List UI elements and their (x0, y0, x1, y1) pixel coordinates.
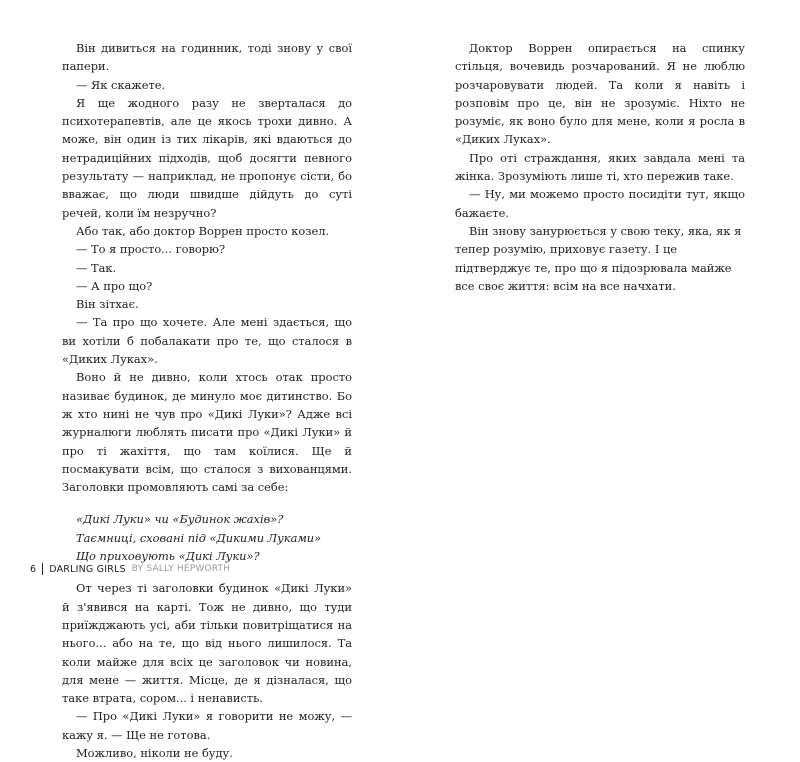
quote-line: Що приховують «Дикі Луки»? (76, 549, 260, 564)
paragraph: — Як скажете. (76, 77, 166, 92)
paragraph: Він дивиться на годинник, тоді знову у свої папери. (62, 41, 352, 74)
quote-line: Таємниці, сховані під «Дикими Луками» (76, 530, 322, 545)
paragraph: Я ще жодного разу не зверталася до психотерапевтів, але це якось трохи дивно. А може, він один із тих лікарів, які вдаються до нетрадиційних підходів, щоб досягти певного результату — наприклад, не пропонує сісти, бо вважає, що люди швидше дійдуть до суті речей, коли їм незручно? (62, 95, 352, 220)
paragraph: Або так, або доктор Воррен просто козел. (76, 223, 330, 238)
left-text-column (62, 39, 352, 762)
book-title: DARLING GIRLS (49, 563, 126, 575)
paragraph: Доктор Воррен опирається на спинку стільця, вочевидь розчарований. Я не люблю розчаровувати людей. Та коли я навіть і розповім про це, він не зрозуміє. Ніхто не розуміє, як воно було для мене, коли я росла в «Диких Луках». (455, 41, 745, 147)
paragraph: От через ті заголовки будинок «Дикі Луки» й з'явився на карті. Тож не дивно, що туди приїжджають усі, аби тільки повитріщатися на нього... або на те, що від нього лишилося. Та коли майже для всіх це заголовок чи новина, для мене — життя. Місце, де я дізналася, що таке втрата, сором... і ненависть. (62, 581, 352, 706)
right-page (400, 0, 800, 600)
paragraph: — Та про що хочете. Але мені здається, що ви хотіли б побалакати про те, що сталося в «Диких Луках». (62, 315, 352, 367)
paragraph: — То я просто... говорю? (76, 242, 226, 257)
page-footer (30, 563, 230, 575)
paragraph: — А про що? (76, 278, 153, 293)
paragraph: Воно й не дивно, коли хтось отак просто називає будинок, де минуло моє дитинство. Бо ж хто нині не чув про «Дикі Луки»? Адже всі журналюги люблять писати про «Дикі Луки» й про ті жахіття, що там коїлися. Ще й посмакувати всім, що сталося з вихованцями. Заголовки промовляють самі за себе: (62, 370, 352, 495)
author-name: BY SALLY HEPWORTH (131, 564, 231, 574)
page-number: 6 (30, 563, 37, 575)
headline-quote-block (62, 510, 352, 565)
right-text-column (455, 39, 745, 295)
paragraph: Він зітхає. (76, 297, 139, 312)
footer-divider (42, 563, 43, 575)
paragraph: Про оті страждання, яких завдала мені та жінка. Зрозуміють лише ті, хто пережив таке. (455, 150, 745, 184)
paragraph: — Ну, ми можемо просто посидіти тут, якщо бажаєте. (455, 187, 745, 220)
paragraph: Можливо, ніколи не буду. (76, 745, 233, 760)
paragraph: — Про «Дикі Луки» я говорити не можу, — кажу я. — Ще не готова. (62, 709, 352, 742)
left-page (0, 0, 400, 760)
paragraph: Він знову занурюється у свою теку, яка, як я тепер розумію, приховує газету. І це підтверджує те, про що я підозрювала майже все своє життя: всім на все начхати. (455, 223, 742, 293)
paragraph: — Так. (76, 260, 117, 275)
quote-line: «Дикі Луки» чи «Будинок жахів»? (76, 512, 284, 527)
